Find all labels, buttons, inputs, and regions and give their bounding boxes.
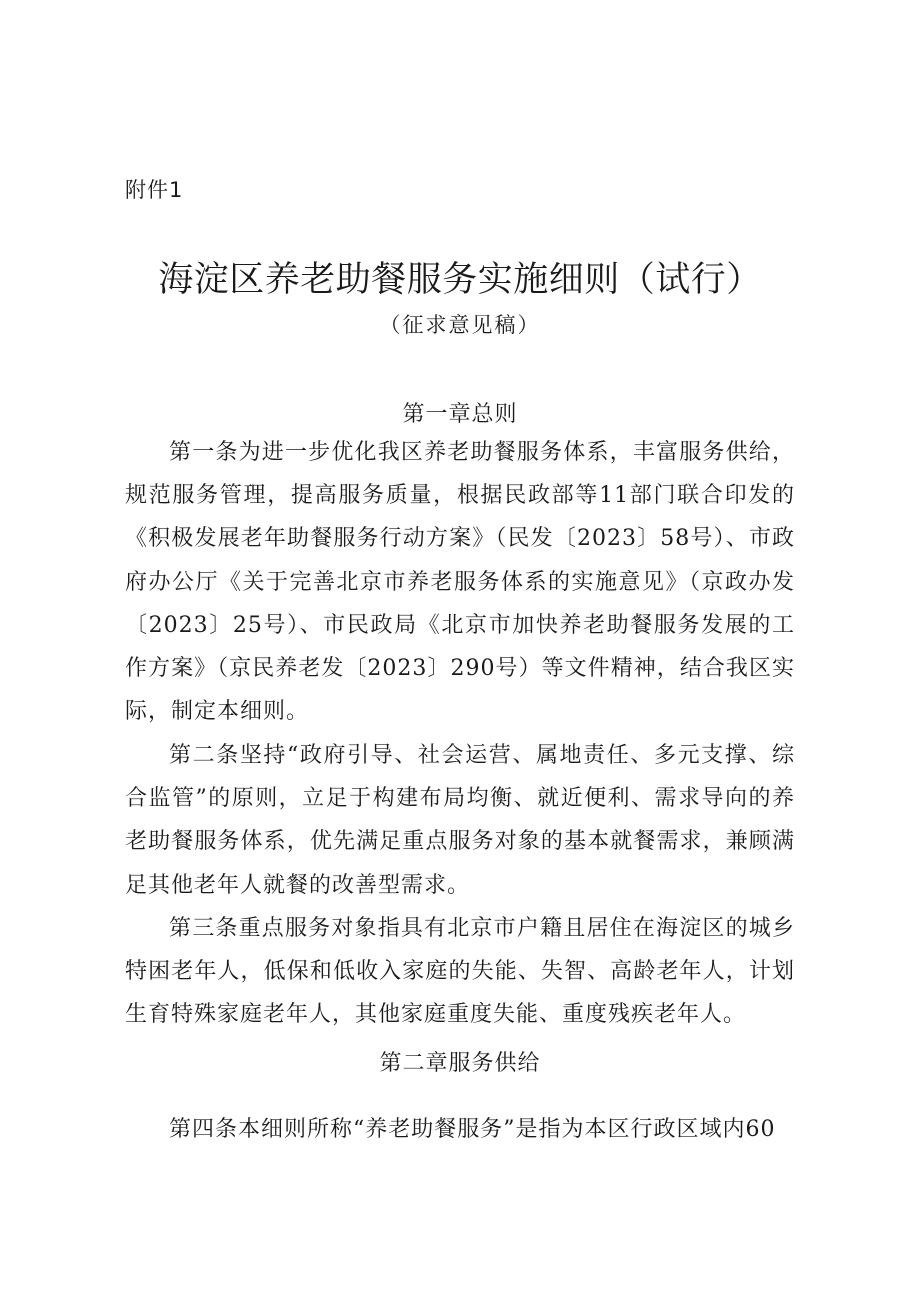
- chapter-heading-2: 第二章服务供给: [379, 1051, 541, 1076]
- attachment-label: 附件1: [125, 178, 184, 202]
- article-1: 第一条为进一步优化我区养老助餐服务体系，丰富服务供给，规范服务管理，提高服务质量，根据民政部等11部门联合印发的《积极发展老年助餐服务行动方案》（民发〔2023〕58号）、市政府办公厅《关于完善北京市养老服务体系的实施意见》（京政办发〔2023〕25号）、市民政局《北京市加快养老助餐服务发展的工作方案》（京民养老发〔2023〕290号）等文件精神，结合我区实际，制定本细则。: [125, 440, 795, 725]
- article-4: 第四条本细则所称“养老助餐服务”是指为本区行政区域内60: [169, 1117, 776, 1142]
- article-2: 第二条坚持“政府引导、社会运营、属地责任、多元支撑、综合监管”的原则，立足于构建布局均衡、就近便利、需求导向的养老助餐服务体系，优先满足重点服务对象的基本就餐需求，兼顾满足其他老年人就餐的改善型需求。: [125, 743, 795, 898]
- chapter-heading-1: 第一章总则: [402, 402, 518, 427]
- article-3: 第三条重点服务对象指具有北京市户籍且居住在海淀区的城乡特困老年人，低保和低收入家庭的失能、失智、高龄老年人，计划生育特殊家庭老年人，其他家庭重度失能、重度残疾老年人。: [125, 916, 795, 1028]
- document-title: 海淀区养老助餐服务实施细则（试行）: [158, 260, 762, 300]
- document-subtitle: （征求意见稿）: [379, 313, 541, 337]
